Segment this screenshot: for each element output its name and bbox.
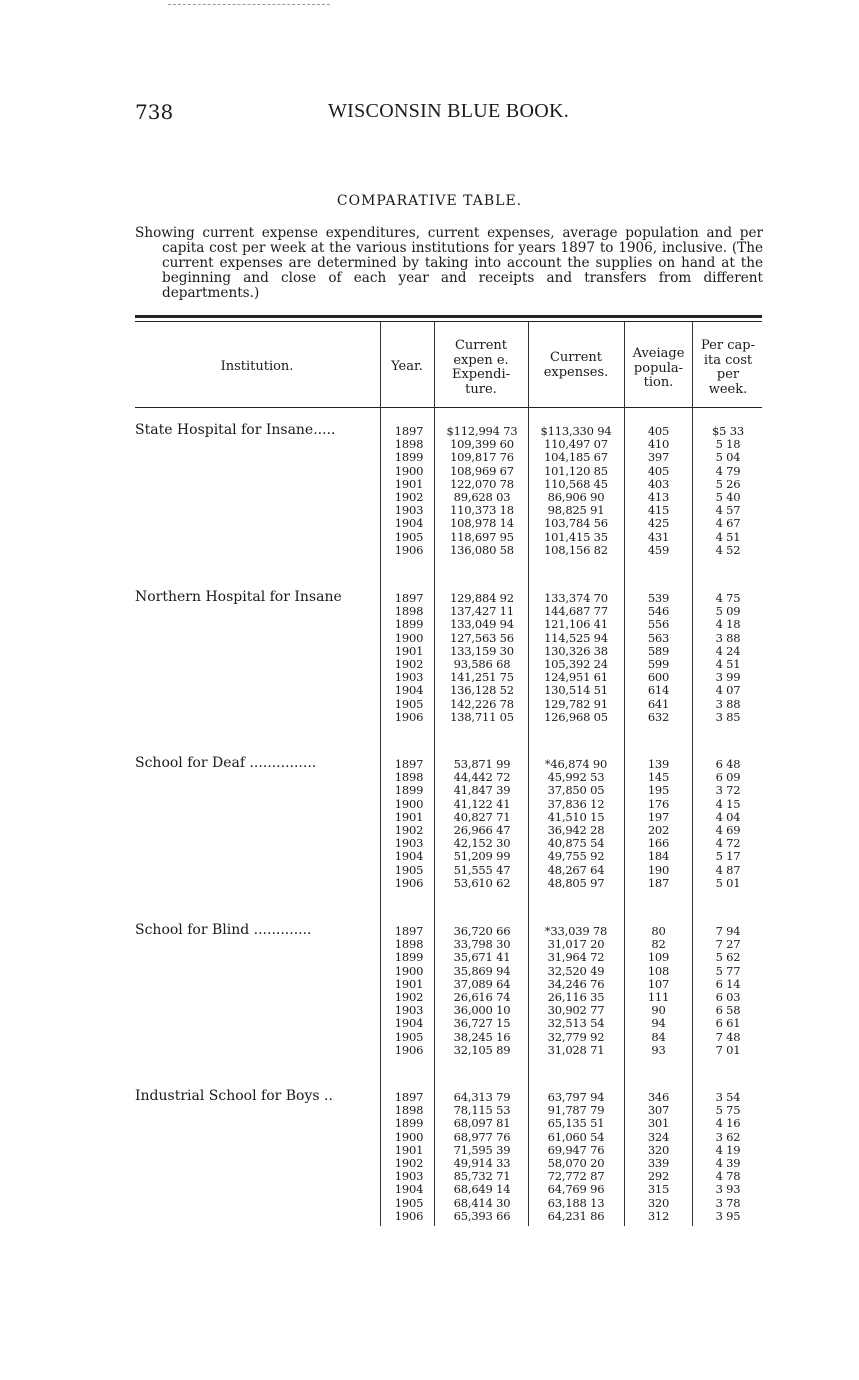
column-divider xyxy=(692,322,693,1226)
expenses-cell: 61,060 54 xyxy=(547,1129,605,1144)
header-top-rule-thin xyxy=(135,321,762,322)
expenses-cell: 72,772 87 xyxy=(547,1169,605,1184)
year-cell: 1906 xyxy=(394,875,424,890)
expenditure-cell: 36,000 10 xyxy=(453,1003,511,1018)
column-divider xyxy=(434,322,435,1226)
expenditure-cell: 110,373 18 xyxy=(450,503,514,518)
year-cell: 1898 xyxy=(394,1103,424,1118)
population-cell: 415 xyxy=(647,503,670,518)
year-cell: 1900 xyxy=(394,463,424,478)
per-capita-cell: 4 69 xyxy=(715,823,741,837)
expenditure-cell: 137,427 11 xyxy=(450,604,514,619)
header-per-capita xyxy=(694,339,762,397)
expenses-cell: 130,326 38 xyxy=(544,643,608,658)
per-capita-cell: 6 48 xyxy=(715,757,741,771)
expenses-cell: 41,510 15 xyxy=(547,809,605,824)
running-head: WISCONSIN BLUE BOOK. xyxy=(328,100,569,122)
expenses-cell: 101,120 85 xyxy=(544,463,608,478)
population-cell: 93 xyxy=(651,1042,666,1057)
year-cell: 1902 xyxy=(394,490,424,504)
expenses-cell: 34,246 76 xyxy=(547,976,605,991)
expenditure-cell: 42,152 30 xyxy=(453,836,511,851)
expenses-cell: 36,942 28 xyxy=(547,823,605,837)
per-capita-cell: 4 57 xyxy=(715,503,741,518)
expenditure-cell: 51,555 47 xyxy=(453,862,511,877)
expenditure-cell: 65,393 66 xyxy=(453,1208,511,1223)
header-expenses-line-1: Current xyxy=(549,350,603,365)
expenses-cell: 48,805 97 xyxy=(547,875,605,890)
expenditure-cell: 41,122 41 xyxy=(453,796,511,811)
population-cell: 346 xyxy=(647,1090,670,1104)
expenditure-cell: 68,097 81 xyxy=(453,1116,511,1131)
per-capita-cell: 5 18 xyxy=(715,437,741,452)
header-expenses xyxy=(529,351,623,380)
expenses-cell: 58,070 20 xyxy=(547,1156,605,1170)
expenditure-cell: 40,827 71 xyxy=(453,809,511,824)
year-cell: 1903 xyxy=(394,503,424,518)
expenses-cell: 32,779 92 xyxy=(547,1029,605,1044)
year-cell: 1898 xyxy=(394,604,424,619)
expenditure-cell: 41,847 39 xyxy=(453,783,511,798)
expenses-cell: 133,374 70 xyxy=(544,591,608,605)
population-cell: 320 xyxy=(647,1195,670,1210)
population-cell: 307 xyxy=(647,1103,670,1118)
expenses-cell: 63,188 13 xyxy=(547,1195,605,1210)
year-cell: 1897 xyxy=(394,924,424,938)
per-capita-cell: 6 58 xyxy=(715,1003,741,1018)
population-cell: 556 xyxy=(647,617,670,632)
header-population-line-3: tion. xyxy=(643,375,674,390)
expenditure-cell: 93,586 68 xyxy=(453,657,511,671)
year-cell: 1899 xyxy=(394,450,424,465)
year-cell: 1897 xyxy=(394,591,424,605)
population-cell: 410 xyxy=(647,437,670,452)
expenditure-cell: 133,049 94 xyxy=(450,617,514,632)
expenses-cell: 49,755 92 xyxy=(547,849,605,864)
expenses-cell: 114,525 94 xyxy=(544,630,608,645)
per-capita-cell: 3 78 xyxy=(715,1195,741,1210)
year-cell: 1903 xyxy=(394,670,424,685)
per-capita-cell: 4 39 xyxy=(715,1156,741,1170)
header-expenditure xyxy=(435,339,527,397)
year-cell: 1903 xyxy=(394,1003,424,1018)
per-capita-cell: 3 62 xyxy=(715,1129,741,1144)
page-number: 738 xyxy=(135,100,174,124)
population-cell: 431 xyxy=(647,529,670,544)
year-cell: 1905 xyxy=(394,1195,424,1210)
year-cell: 1897 xyxy=(394,757,424,771)
per-capita-cell: 4 15 xyxy=(715,796,741,811)
expenditure-cell: 127,563 56 xyxy=(450,630,514,645)
expenses-cell: 31,964 72 xyxy=(547,950,605,965)
expenses-cell: 110,497 07 xyxy=(544,437,608,452)
header-expenses-line-2: expenses. xyxy=(543,364,609,380)
expenses-cell: 31,028 71 xyxy=(547,1042,605,1057)
header-population xyxy=(625,347,692,391)
header-population-line-1: Aveiage xyxy=(632,346,685,361)
population-cell: 413 xyxy=(647,490,670,504)
year-cell: 1900 xyxy=(394,1129,424,1144)
population-cell: 459 xyxy=(647,542,670,557)
year-cell: 1901 xyxy=(394,1142,424,1157)
year-cell: 1902 xyxy=(394,990,424,1004)
year-cell: 1900 xyxy=(394,796,424,811)
population-cell: 108 xyxy=(647,963,670,978)
expenses-cell: 45,992 53 xyxy=(547,770,605,785)
header-per-capita-line-3: per xyxy=(716,367,740,382)
year-cell: 1905 xyxy=(394,696,424,711)
expenditure-cell: 138,711 05 xyxy=(450,709,514,724)
expenses-cell: *33,039 78 xyxy=(544,924,608,938)
header-per-capita-line-4: week. xyxy=(708,381,748,397)
population-cell: 599 xyxy=(647,657,670,671)
expenses-cell: 37,836 12 xyxy=(547,796,605,811)
year-cell: 1903 xyxy=(394,1169,424,1184)
expenses-cell: 105,392 24 xyxy=(544,657,608,671)
year-cell: 1903 xyxy=(394,836,424,851)
expenses-cell: 40,875 54 xyxy=(547,836,605,851)
per-capita-cell: 3 72 xyxy=(715,783,741,798)
year-cell: 1900 xyxy=(394,630,424,645)
population-cell: 197 xyxy=(647,809,670,824)
year-cell: 1899 xyxy=(394,617,424,632)
population-cell: 600 xyxy=(647,670,670,685)
expenditure-cell: 89,628 03 xyxy=(453,490,511,504)
expenditure-cell: 53,871 99 xyxy=(453,757,511,771)
header-per-capita-line-2: ita cost xyxy=(703,352,753,368)
year-cell: 1906 xyxy=(394,709,424,724)
year-cell: 1904 xyxy=(394,1182,424,1197)
population-cell: 539 xyxy=(647,591,670,605)
expenses-cell: 86,906 90 xyxy=(547,490,605,504)
expenses-cell: 124,951 61 xyxy=(544,670,608,685)
per-capita-cell: 3 95 xyxy=(715,1208,741,1223)
population-cell: 109 xyxy=(647,950,670,965)
expenditure-cell: 68,649 14 xyxy=(453,1182,511,1197)
header-expenditure-line-2: expen e. xyxy=(453,352,509,368)
header-top-rule-thick xyxy=(135,315,762,318)
year-cell: 1906 xyxy=(394,1042,424,1057)
expenditure-cell: 35,869 94 xyxy=(453,963,511,978)
year-cell: 1901 xyxy=(394,643,424,658)
population-cell: 190 xyxy=(647,862,670,877)
year-cell: 1904 xyxy=(394,516,424,531)
expenditure-cell: 64,313 79 xyxy=(453,1090,511,1104)
header-population-line-2: popula- xyxy=(633,360,684,376)
year-cell: 1906 xyxy=(394,542,424,557)
column-divider xyxy=(528,322,529,1226)
per-capita-cell: 3 99 xyxy=(715,670,741,685)
expenditure-cell: 37,089 64 xyxy=(453,976,511,991)
header-expenditure-line-1: Current xyxy=(454,338,508,353)
institution-name: School for Blind ............. xyxy=(135,922,312,938)
population-cell: 84 xyxy=(651,1029,666,1044)
expenses-cell: 48,267 64 xyxy=(547,862,605,877)
header-per-capita-line-1: Per cap- xyxy=(701,338,755,353)
expenditure-cell: 109,817 76 xyxy=(450,450,514,465)
expenditure-cell: 51,209 99 xyxy=(453,849,511,864)
population-cell: 425 xyxy=(647,516,670,531)
population-cell: 187 xyxy=(647,875,670,890)
expenses-cell: 101,415 35 xyxy=(544,529,608,544)
year-cell: 1902 xyxy=(394,823,424,837)
expenditure-cell: 136,080 58 xyxy=(450,542,514,557)
population-cell: 546 xyxy=(647,604,670,619)
institution-name: State Hospital for Insane..... xyxy=(135,422,336,438)
expenses-cell: 32,520 49 xyxy=(547,963,605,978)
expenses-cell: 129,782 91 xyxy=(544,696,608,711)
population-cell: 312 xyxy=(647,1208,670,1223)
per-capita-cell: 7 01 xyxy=(715,1042,741,1057)
population-cell: 315 xyxy=(647,1182,670,1197)
intro-text: Showing current expense expenditures, current expenses, average population and per capita cost per week at the various institutions for years 1897 to 1906, inclusive. (The current expenses are determined by taking into account the supplies on hand at the beginning and close of each year and receipts and transfers from different departments.) xyxy=(135,225,763,301)
population-cell: 405 xyxy=(647,424,670,438)
expenses-cell: 98,825 91 xyxy=(547,503,605,518)
population-cell: 301 xyxy=(647,1116,670,1131)
expenditure-cell: 136,128 52 xyxy=(450,683,514,698)
table-title: COMPARATIVE TABLE. xyxy=(336,193,523,209)
expenditure-cell: 129,884 92 xyxy=(450,591,514,605)
population-cell: 90 xyxy=(651,1003,666,1018)
per-capita-cell: 5 62 xyxy=(715,950,741,965)
per-capita-cell: 4 67 xyxy=(715,516,741,531)
per-capita-cell: 7 94 xyxy=(715,924,741,938)
per-capita-cell: 4 52 xyxy=(715,542,741,557)
per-capita-cell: 7 48 xyxy=(715,1029,741,1044)
per-capita-cell: 4 79 xyxy=(715,463,741,478)
expenses-cell: 130,514 51 xyxy=(544,683,608,698)
per-capita-cell: 5 40 xyxy=(715,490,741,504)
year-cell: 1905 xyxy=(394,862,424,877)
header-year: Year. xyxy=(391,359,423,374)
per-capita-cell: 4 16 xyxy=(715,1116,741,1131)
expenditure-cell: 142,226 78 xyxy=(450,696,514,711)
expenses-cell: 64,231 86 xyxy=(547,1208,605,1223)
expenditure-cell: 36,720 66 xyxy=(453,924,511,938)
population-cell: 139 xyxy=(647,757,670,771)
year-cell: 1902 xyxy=(394,1156,424,1170)
per-capita-cell: 5 26 xyxy=(715,476,741,491)
expenses-cell: 121,106 41 xyxy=(544,617,608,632)
header-expenditure-line-3: Expendi- xyxy=(451,367,511,382)
expenditure-cell: 38,245 16 xyxy=(453,1029,511,1044)
per-capita-cell: 4 18 xyxy=(715,617,741,632)
column-divider xyxy=(380,322,381,1226)
year-cell: 1902 xyxy=(394,657,424,671)
per-capita-cell: 4 51 xyxy=(715,657,741,671)
institution-name: Industrial School for Boys .. xyxy=(135,1088,333,1104)
year-cell: 1897 xyxy=(394,424,424,438)
expenditure-cell: 26,966 47 xyxy=(453,823,511,837)
expenses-cell: 69,947 76 xyxy=(547,1142,605,1157)
expenses-cell: 144,687 77 xyxy=(544,604,608,619)
expenditure-cell: 33,798 30 xyxy=(453,937,511,952)
expenditure-cell: 32,105 89 xyxy=(453,1042,511,1057)
expenditure-cell: 68,977 76 xyxy=(453,1129,511,1144)
header-institution: Institution. xyxy=(220,359,294,374)
population-cell: 80 xyxy=(651,924,666,938)
expenses-cell: 65,135 51 xyxy=(547,1116,605,1131)
expenditure-cell: 26,616 74 xyxy=(453,990,511,1004)
year-cell: 1904 xyxy=(394,1016,424,1031)
expenses-cell: 103,784 56 xyxy=(544,516,608,531)
per-capita-cell: 4 51 xyxy=(715,529,741,544)
per-capita-cell: 6 14 xyxy=(715,976,741,991)
population-cell: 339 xyxy=(647,1156,670,1170)
expenses-cell: 104,185 67 xyxy=(544,450,608,465)
expenditure-cell: 53,610 62 xyxy=(453,875,511,890)
population-cell: 320 xyxy=(647,1142,670,1157)
year-cell: 1898 xyxy=(394,937,424,952)
population-cell: 94 xyxy=(651,1016,666,1031)
per-capita-cell: 5 77 xyxy=(715,963,741,978)
expenditure-cell: 49,914 33 xyxy=(453,1156,511,1170)
population-cell: 292 xyxy=(647,1169,670,1184)
population-cell: 82 xyxy=(651,937,666,952)
per-capita-cell: 6 09 xyxy=(715,770,741,785)
per-capita-cell: 4 78 xyxy=(715,1169,741,1184)
year-cell: 1899 xyxy=(394,1116,424,1131)
per-capita-cell: 4 72 xyxy=(715,836,741,851)
expenditure-cell: 68,414 30 xyxy=(453,1195,511,1210)
year-cell: 1900 xyxy=(394,963,424,978)
population-cell: 589 xyxy=(647,643,670,658)
population-cell: 641 xyxy=(647,696,670,711)
population-cell: 202 xyxy=(647,823,670,837)
per-capita-cell: 3 93 xyxy=(715,1182,741,1197)
institution-name: School for Deaf ............... xyxy=(135,755,317,771)
year-cell: 1901 xyxy=(394,476,424,491)
year-cell: 1899 xyxy=(394,950,424,965)
expenses-cell: 64,769 96 xyxy=(547,1182,605,1197)
year-cell: 1897 xyxy=(394,1090,424,1104)
population-cell: 107 xyxy=(647,976,670,991)
per-capita-cell: 6 61 xyxy=(715,1016,741,1031)
expenses-cell: *46,874 90 xyxy=(544,757,608,771)
expenses-cell: 108,156 82 xyxy=(544,542,608,557)
population-cell: 563 xyxy=(647,630,670,645)
top-dash-rule xyxy=(168,4,330,5)
year-cell: 1905 xyxy=(394,529,424,544)
expenditure-cell: 71,595 39 xyxy=(453,1142,511,1157)
population-cell: 405 xyxy=(647,463,670,478)
per-capita-cell: 5 75 xyxy=(715,1103,741,1118)
population-cell: 614 xyxy=(647,683,670,698)
population-cell: 403 xyxy=(647,476,670,491)
per-capita-cell: 6 03 xyxy=(715,990,741,1004)
per-capita-cell: 4 24 xyxy=(715,643,741,658)
year-cell: 1898 xyxy=(394,770,424,785)
per-capita-cell: 4 87 xyxy=(715,862,741,877)
year-cell: 1905 xyxy=(394,1029,424,1044)
per-capita-cell: $5 33 xyxy=(712,424,744,438)
expenditure-cell: 108,978 14 xyxy=(450,516,514,531)
year-cell: 1904 xyxy=(394,683,424,698)
population-cell: 145 xyxy=(647,770,670,785)
expenditure-cell: 35,671 41 xyxy=(453,950,511,965)
population-cell: 195 xyxy=(647,783,670,798)
per-capita-cell: 5 01 xyxy=(715,875,741,890)
per-capita-cell: 3 85 xyxy=(715,709,741,724)
expenses-cell: 31,017 20 xyxy=(547,937,605,952)
per-capita-cell: 3 88 xyxy=(715,630,741,645)
population-cell: 184 xyxy=(647,849,670,864)
expenditure-cell: 118,697 95 xyxy=(450,529,514,544)
expenditure-cell: 141,251 75 xyxy=(450,670,514,685)
expenditure-cell: 85,732 71 xyxy=(453,1169,511,1184)
per-capita-cell: 5 09 xyxy=(715,604,741,619)
year-cell: 1899 xyxy=(394,783,424,798)
expenditure-cell: 109,399 60 xyxy=(450,437,514,452)
per-capita-cell: 5 04 xyxy=(715,450,741,465)
expenditure-cell: 78,115 53 xyxy=(453,1103,511,1118)
expenses-cell: 110,568 45 xyxy=(544,476,608,491)
expenditure-cell: 44,442 72 xyxy=(453,770,511,785)
per-capita-cell: 4 07 xyxy=(715,683,741,698)
year-cell: 1906 xyxy=(394,1208,424,1223)
expenses-cell: 37,850 05 xyxy=(547,783,605,798)
table-intro xyxy=(135,226,763,301)
per-capita-cell: 7 27 xyxy=(715,937,741,952)
institution-name: Northern Hospital for Insane xyxy=(135,589,342,605)
expenditure-cell: $112,994 73 xyxy=(446,424,518,438)
population-cell: 166 xyxy=(647,836,670,851)
expenses-cell: 126,968 05 xyxy=(544,709,608,724)
population-cell: 397 xyxy=(647,450,670,465)
year-cell: 1901 xyxy=(394,976,424,991)
expenditure-cell: 133,159 30 xyxy=(450,643,514,658)
per-capita-cell: 3 54 xyxy=(715,1090,741,1104)
population-cell: 111 xyxy=(647,990,670,1004)
header-bottom-rule xyxy=(135,407,762,408)
expenses-cell: 91,787 79 xyxy=(547,1103,605,1118)
population-cell: 324 xyxy=(647,1129,670,1144)
expenditure-cell: 122,070 78 xyxy=(450,476,514,491)
year-cell: 1904 xyxy=(394,849,424,864)
expenses-cell: 32,513 54 xyxy=(547,1016,605,1031)
year-cell: 1901 xyxy=(394,809,424,824)
expenditure-cell: 108,969 67 xyxy=(450,463,514,478)
expenditure-cell: 36,727 15 xyxy=(453,1016,511,1031)
expenses-cell: 26,116 35 xyxy=(547,990,605,1004)
year-cell: 1898 xyxy=(394,437,424,452)
expenses-cell: $113,330 94 xyxy=(540,424,612,438)
header-expenditure-line-4: ture. xyxy=(465,381,497,397)
column-divider xyxy=(624,322,625,1226)
per-capita-cell: 3 88 xyxy=(715,696,741,711)
population-cell: 632 xyxy=(647,709,670,724)
expenses-cell: 63,797 94 xyxy=(547,1090,605,1104)
per-capita-cell: 4 19 xyxy=(715,1142,741,1157)
per-capita-cell: 5 17 xyxy=(715,849,741,864)
per-capita-cell: 4 75 xyxy=(715,591,741,605)
expenses-cell: 30,902 77 xyxy=(547,1003,605,1018)
population-cell: 176 xyxy=(647,796,670,811)
per-capita-cell: 4 04 xyxy=(715,809,741,824)
